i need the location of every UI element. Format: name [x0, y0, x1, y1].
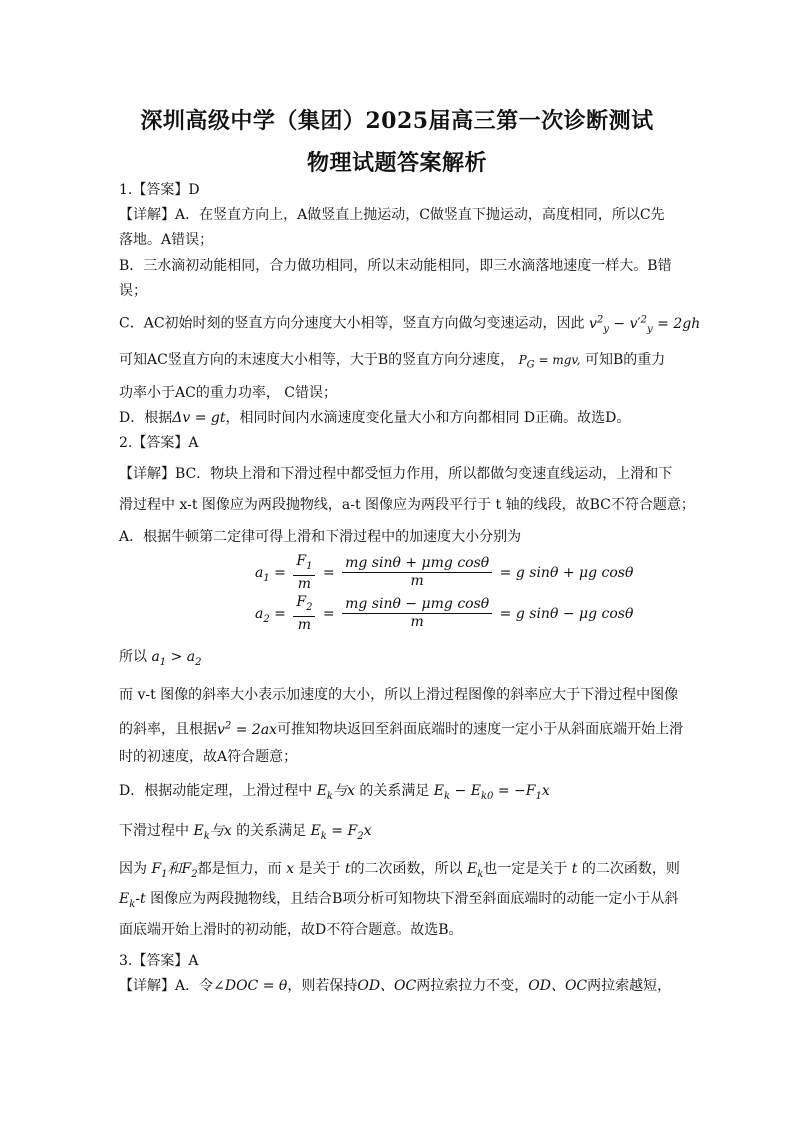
- q2-line-9-text-b: 的关系满足: [236, 823, 307, 839]
- q2-line-11: [119, 890, 678, 914]
- q2-line-6-equation: $v^2 = 2ax$: [217, 720, 278, 738]
- q2-line-8-equation: $E_k - E_{k0} = -F_1x$: [433, 783, 550, 802]
- q1-line-2: 落地。A错误；: [119, 232, 214, 248]
- q2-line-3: A．根据牛顿第二定律可得上滑和下滑过程中的加速度大小分别为: [119, 529, 522, 545]
- q2-line-8-text-b: 的关系满足: [359, 783, 430, 799]
- q1-line-6: [119, 351, 665, 374]
- q2-equation-a1: $a_1$ = $\frac{F_1}{m}$ = $\frac{\text{mg sinθ + μmg cosθ}}{m}$ = g sinθ + μg cosθ: [255, 553, 634, 592]
- q1-line-5: [119, 311, 700, 338]
- q1-line-6-text-b: 可知B的重力: [585, 352, 666, 368]
- q3-line-1-text-c: 两拉索拉力不变，: [416, 978, 529, 994]
- q2-answer: 2.【答案】A: [119, 435, 199, 451]
- q1-line-3: B．三水滴初动能相同，合力做功相同，所以末动能相同，即三水滴落地速度一样大。B错: [119, 258, 672, 274]
- q2-line-10-forces: $F_1$和$F_2$: [151, 861, 198, 880]
- q2-line-2: 滑过程中 x-t 图像应为两段抛物线，a-t 图像应为两段平行于 t 轴的线段，故BC不符合题意；: [119, 497, 695, 513]
- q3-answer: 3.【答案】A: [119, 953, 199, 969]
- q2-line-10-t1: 因为: [119, 861, 147, 877]
- q2-line-10-t4: 的二次函数，所以: [350, 861, 463, 877]
- q1-line-1: 【详解】A．在竖直方向上，A做竖直上抛运动，C做竖直下抛运动，高度相同，所以C先: [119, 207, 665, 223]
- q2-line-4-text: 所以: [119, 649, 147, 665]
- q1-line-8: [119, 409, 630, 427]
- q1-line-7: 功率小于AC的重力功率， C错误；: [119, 385, 337, 401]
- q2-line-4: [119, 648, 202, 672]
- q2-line-4-equation: $a_1 > a_2$: [147, 649, 202, 668]
- q2-line-8: [119, 782, 550, 806]
- q2-line-10-ek: $E_k$: [467, 861, 484, 880]
- q2-line-10-t5: 也一定是关于: [483, 861, 568, 877]
- q2-line-1: 【详解】BC．物块上滑和下滑过程中都受恒力作用，所以都做匀变速直线运动，上滑和下: [119, 466, 673, 482]
- q1-line-4: 误；: [119, 283, 147, 299]
- q2-line-9-equation: $E_k = F_2x$: [310, 823, 372, 842]
- q2-line-10-t3: 是关于: [298, 861, 341, 877]
- q3-line-1-text-a: 【详解】A．令: [119, 978, 214, 994]
- q2-line-9-var: $E_k$与x: [193, 823, 232, 842]
- document-title: 深圳高级中学（集团）2025届高三第一次诊断测试: [140, 108, 654, 134]
- q2-line-6-text-b: 可推知物块返回至斜面底端时的速度一定小于从斜面底端开始上滑: [277, 721, 684, 738]
- q2-line-6: [119, 717, 683, 739]
- q2-line-9: [119, 822, 372, 846]
- q2-line-12: 面底端开始上滑时的初动能，故D不符合题意。故选B。: [119, 922, 463, 938]
- q2-line-5: 而 v-t 图像的斜率大小表示加速度的大小，所以上滑过程图像的斜率应大于下滑过程中图像: [119, 687, 679, 703]
- q2-line-11-var: $E_k-t$: [119, 891, 151, 910]
- q3-line-1-od-oc-2: OD、OC: [528, 978, 588, 994]
- q2-line-11-text: 图像应为两段抛物线，且结合B项分析可知物块下滑至斜面底端时的动能一定小于从斜: [150, 891, 679, 907]
- q3-line-1-angle: ∠DOC = θ: [213, 978, 288, 994]
- q3-line-1-od-oc: OD、OC: [357, 978, 417, 994]
- q1-line-8-text-b: ，相同时间内水滴速度变化量大小和方向都相同 D正确。故选D。: [225, 410, 631, 426]
- q2-line-10-t2var: t: [571, 861, 578, 877]
- q2-line-10-t2: 都是恒力，而: [197, 861, 282, 877]
- q1-answer: 1.【答案】D: [119, 182, 200, 198]
- q2-line-7: 时的初速度，故A符合题意；: [119, 749, 298, 765]
- q3-line-1: [119, 977, 671, 995]
- q2-line-8-text-a: D．根据动能定理，上滑过程中: [119, 783, 313, 799]
- q2-line-6-text-a: 的斜率，且根据: [119, 721, 217, 738]
- q2-line-10: [119, 860, 680, 884]
- q2-line-10-x: x: [286, 861, 294, 877]
- q1-line-6-text-a: 可知AC竖直方向的末速度大小相等，大于B的竖直方向分速度，: [119, 352, 515, 368]
- q1-line-8-text-a: D．根据: [119, 410, 173, 426]
- q2-line-10-t6: 的二次函数，则: [581, 861, 680, 877]
- q2-equation-a2: $a_2$ = $\frac{F_2}{m}$ = $\frac{\text{mg sinθ − μmg cosθ}}{m}$ = g sinθ − μg cosθ: [255, 594, 634, 633]
- document-subtitle: 物理试题答案解析: [306, 150, 487, 176]
- q1-line-5-equation: $v^2_y - v'^2_y = 2gh$: [589, 314, 701, 335]
- q3-line-1-text-b: ，则若保持: [287, 978, 358, 994]
- q2-line-9-text-a: 下滑过程中: [119, 823, 189, 839]
- q2-line-10-t: t: [344, 861, 351, 877]
- q1-line-6-equation: $P_G$ = mgv,: [518, 353, 581, 371]
- q3-line-1-text-d: 两拉索越短，: [587, 978, 672, 994]
- q1-line-5-text: C．AC初始时刻的竖直方向分速度大小相等，竖直方向做匀变速运动，因此: [119, 315, 585, 332]
- q2-line-8-var: $E_k$与x: [316, 783, 355, 802]
- q1-line-8-equation: Δv = gt: [172, 410, 226, 426]
